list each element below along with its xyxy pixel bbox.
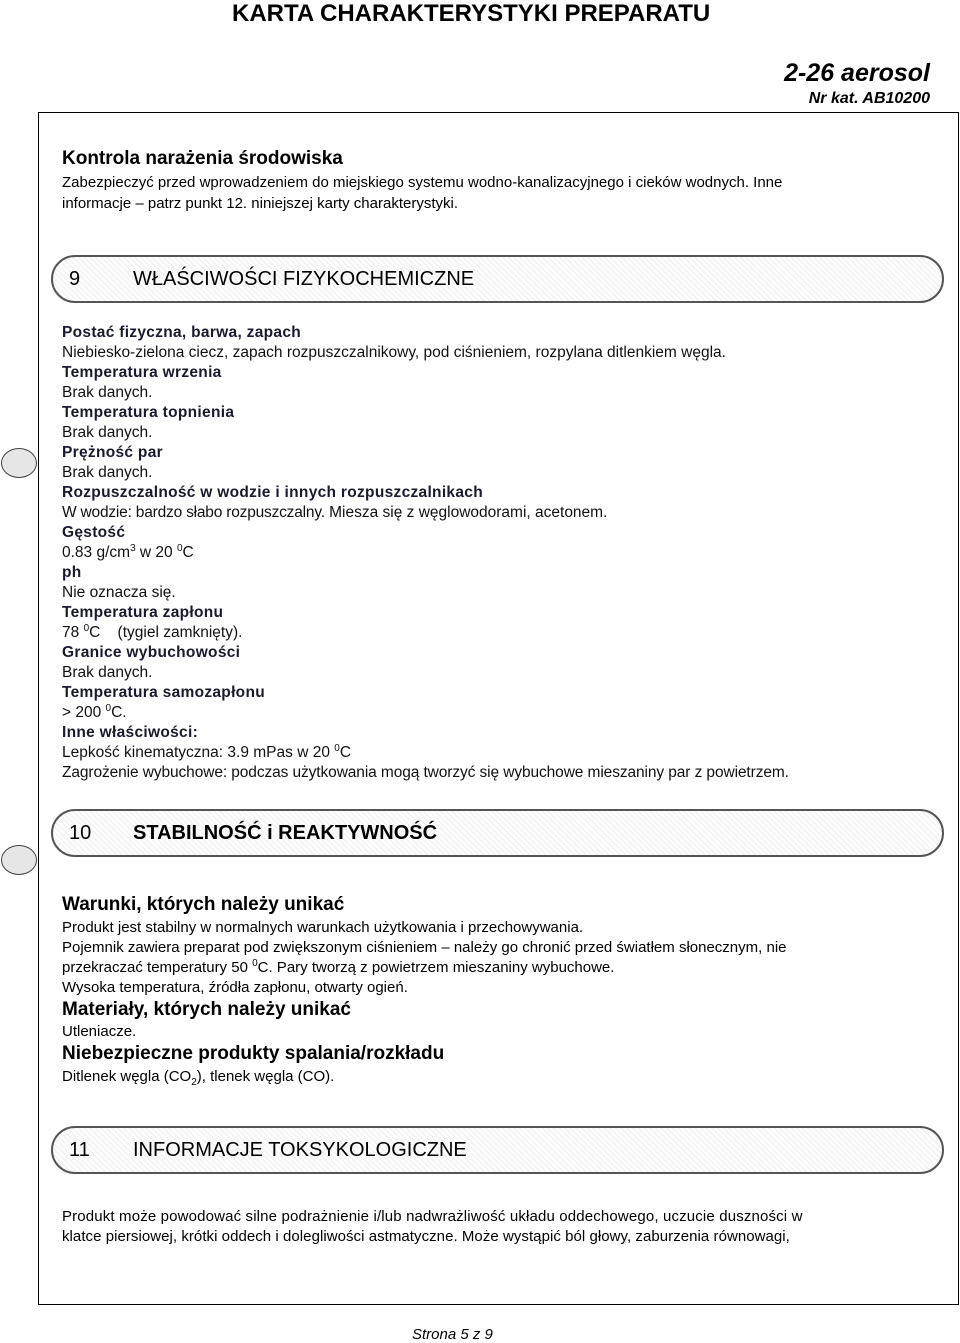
flash-point-number: 78 — [62, 624, 84, 641]
vapor-pressure-value: Brak danych. — [62, 464, 153, 481]
explosion-limits-label: Granice wybuchowości — [62, 644, 241, 661]
section-11-number: 11 — [69, 1139, 90, 1161]
avoid-line-3-end: C. Pary tworzą z powietrzem mieszaniny wybuchowe. — [257, 959, 615, 976]
autoignition-rest: C. — [111, 704, 127, 721]
solubility-value — [62, 503, 942, 523]
density-value — [62, 543, 942, 563]
autoignition-value — [62, 703, 942, 723]
melting-label: Temperatura topnienia — [62, 404, 235, 421]
density-number: 0.83 g/cm — [62, 544, 131, 561]
margin-circle-marker — [1, 448, 37, 478]
avoid-conditions-line-3 — [62, 957, 942, 978]
avoid-conditions-line-1: Produkt jest stabilny w normalnych warunkach użytkowania i przechowywania. — [62, 919, 584, 936]
density-unit: C — [182, 544, 194, 561]
avoid-conditions-line-4: Wysoka temperatura, źródła zapłonu, otwarty ogień. — [62, 979, 408, 996]
viscosity-value — [62, 743, 942, 763]
melting-value: Brak danych. — [62, 424, 153, 441]
avoid-line-3-start: przekraczać temperatury 50 — [62, 959, 253, 976]
flash-point-rest: C (tygiel zamknięty). — [89, 624, 243, 641]
combustion-products-heading: Niebezpieczne produkty spalania/rozkładu — [62, 1043, 445, 1064]
combustion-end: ), tlenek węgla (CO). — [196, 1068, 335, 1085]
materials-heading: Materiały, których należy unikać — [62, 999, 351, 1020]
solubility-label: Rozpuszczalność w wodzie i innych rozpuszczalnikach — [62, 484, 483, 501]
section-10-number: 10 — [69, 822, 92, 844]
vapor-pressure-label: Prężność par — [62, 444, 163, 461]
section-9-title: WŁAŚCIWOŚCI FIZYKOCHEMICZNE — [133, 268, 475, 290]
flash-point-degree: 0 — [83, 622, 90, 634]
section-10-header — [51, 809, 944, 857]
margin-circle-marker — [1, 845, 37, 875]
viscosity-text: Lepkość kinematyczna: 3.9 mPas w 20 — [62, 744, 335, 761]
env-control-line-1: Zabezpieczyć przed wprowadzeniem do miejskiego systemu wodno-kanalizacyjnego i cieków wodnych. Inne — [62, 174, 783, 191]
page-number: Strona 5 z 9 — [412, 1326, 493, 1343]
ph-value: Nie oznacza się. — [62, 584, 176, 601]
explosion-hazard-value: Zagrożenie wybuchowe: podczas użytkowania mogą tworzyć się wybuchowe mieszaniny par z powietrzem. — [62, 764, 789, 781]
solubility-water: W wodzie: bardzo słabo rozpuszczalny. — [62, 504, 325, 521]
form-value: Niebiesko-zielona ciecz, zapach rozpuszczalnikowy, pod ciśnieniem, rozpylana ditlenkiem węgla. — [62, 344, 726, 361]
section-11-header — [51, 1126, 944, 1174]
autoignition-label: Temperatura samozapłonu — [62, 684, 265, 701]
env-control-line-2: informacje – patrz punkt 12. niniejszej karty charakterystyki. — [62, 195, 458, 212]
form-label: Postać fizyczna, barwa, zapach — [62, 324, 302, 341]
autoignition-number: > 200 — [62, 704, 106, 721]
autoignition-degree: 0 — [105, 702, 112, 714]
section-11-title: INFORMACJE TOKSYKOLOGICZNE — [133, 1139, 467, 1161]
density-exponent: 3 — [130, 542, 136, 554]
boiling-value: Brak danych. — [62, 384, 153, 401]
boiling-label: Temperatura wrzenia — [62, 364, 222, 381]
combustion-subscript: 2 — [191, 1077, 197, 1088]
catalog-number: Nr kat. AB10200 — [808, 90, 930, 107]
avoid-conditions-heading: Warunki, których należy unikać — [62, 894, 345, 915]
avoid-line-3-degree: 0 — [252, 958, 258, 969]
env-control-heading: Kontrola narażenia środowiska — [62, 148, 343, 169]
flash-point-value — [62, 623, 942, 643]
document-title: KARTA CHARAKTERYSTYKI PREPARATU — [232, 0, 711, 27]
toxicology-line-1: Produkt może powodować silne podrażnienie i/lub nadwrażliwość układu oddechowego, uczucie duszności w — [62, 1208, 803, 1225]
ph-label: ph — [62, 564, 82, 581]
combustion-start: Ditlenek węgla (CO — [62, 1068, 192, 1085]
section-9-number: 9 — [69, 268, 81, 290]
section-9-header — [51, 255, 944, 303]
density-degree: 0 — [176, 542, 183, 554]
product-name: 2-26 aerosol — [784, 59, 930, 87]
combustion-products-value — [62, 1066, 942, 1087]
flash-point-label: Temperatura zapłonu — [62, 604, 224, 621]
materials-value: Utleniacze. — [62, 1023, 137, 1040]
other-properties-label: Inne właściwości: — [62, 724, 199, 741]
density-label: Gęstość — [62, 524, 126, 541]
toxicology-line-2: klatce piersiowej, krótki oddech i dolegliwości astmatyczne. Może wystąpić ból głowy, zaburzenia równowagi, — [62, 1228, 790, 1245]
viscosity-unit: C — [339, 744, 352, 761]
physicochemical-properties — [62, 323, 942, 783]
avoid-conditions-line-2: Pojemnik zawiera preparat pod zwiększonym ciśnieniem – należy go chronić przed światłem słonecznym, nie — [62, 939, 787, 956]
explosion-limits-value: Brak danych. — [62, 664, 153, 681]
viscosity-degree: 0 — [334, 742, 340, 754]
solubility-other: Miesza się z węglowodorami, acetonem. — [324, 504, 608, 521]
section-10-title: STABILNOŚĆ i REAKTYWNOŚĆ — [133, 822, 438, 844]
density-mid: w 20 — [135, 544, 177, 561]
